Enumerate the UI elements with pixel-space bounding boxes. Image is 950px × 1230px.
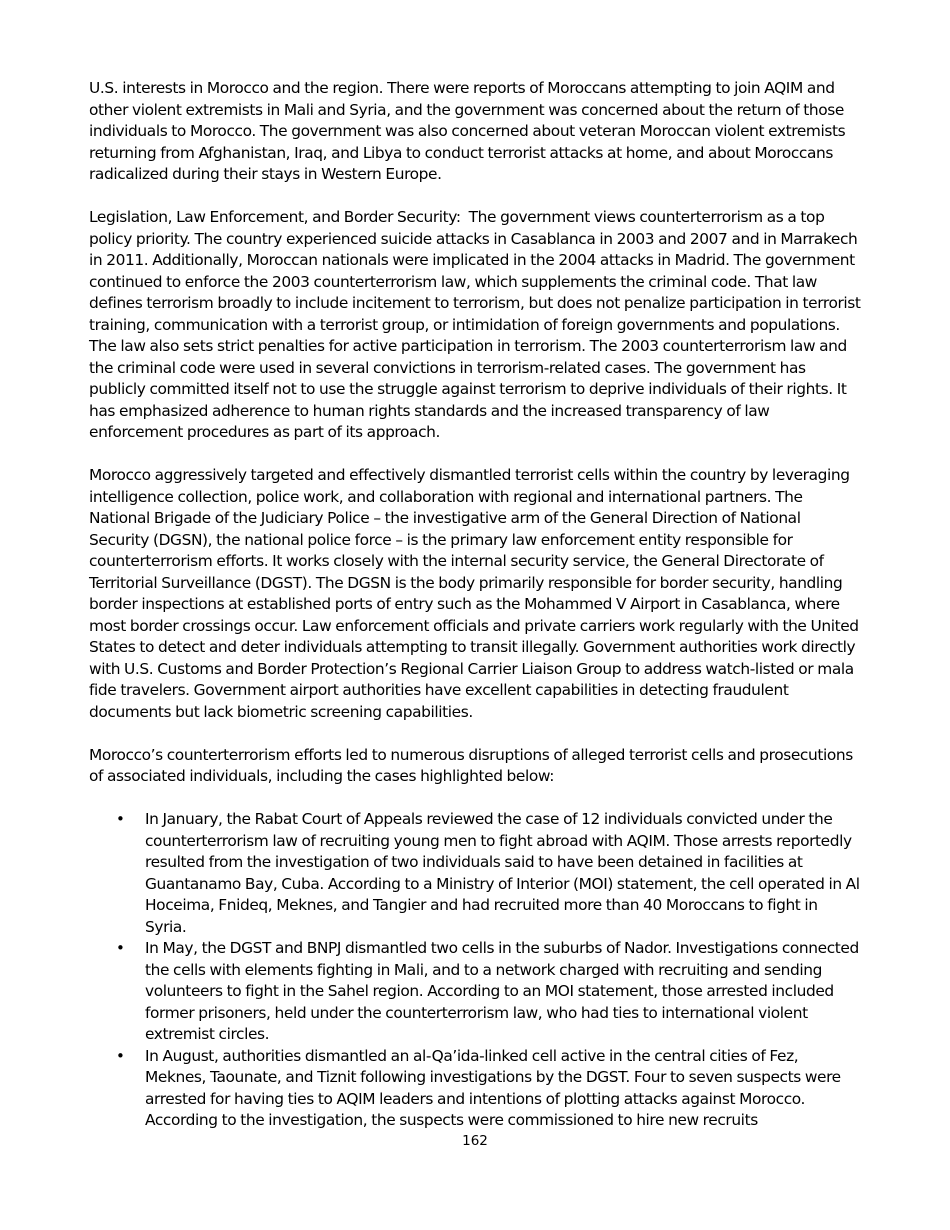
list-item-text: In January, the Rabat Court of Appeals reviewed the case of 12 individuals convicted under the counterterrorism law of recruiting young men to fight abroad with AQIM. Those arrests reportedly resulted from the investigation of two individuals said to have been detained in facilities at Guantanamo Bay, Cuba. According to a Ministry of Interior (MOI) statement, the cell operated in Al Hoceima, Fnideq, Meknes, and Tangier and had recruited more than 40 Moroccans to fight in Syria. bbox=[145, 810, 860, 936]
page-number: 162 bbox=[462, 1133, 488, 1149]
list-item-text: In August, authorities dismantled an al-Qa’ida-linked cell active in the central cities of Fez, Meknes, Taounate, and Tiznit following investigations by the DGST. Four to seven suspects were arrested for having ties to AQIM leaders and intentions of plotting attacks against Morocco. According to the investigation, the suspects were commissioned to hire new recruits bbox=[145, 1046, 841, 1129]
legislation-text: The government views counterterrorism as a top policy priority. The country experienced suicide attacks in Casablanca in 2003 and 2007 and in Marrakech in 2011. Additionally, Moroccan nationals were implicated in the 2004 attacks in Madrid. The government continued to enforce the 2003 counterterrorism law, which supplements the criminal code. That law defines terrorism broadly to include incitement to terrorism, but does not penalize participation in terrorist training, communication with a terrorist group, or intimidation of foreign governments and populations. The law also sets strict penalties for active participation in terrorism. The 2003 counterterrorism law and the criminal code were used in several convictions in terrorism-related cases. The government has publicly committed itself not to use the struggle against terrorism to deprive individuals of their rights. It has emphasized adherence to human rights standards and the increased transparency of law enforcement procedures as part of its approach. bbox=[89, 208, 861, 441]
law-enforcement-paragraph: Morocco aggressively targeted and effectively dismantled terrorist cells within the country by leveraging intelligence collection, police work, and collaboration with regional and international partners. The National Brigade of the Judiciary Police – the investigative arm of the General Direction of National Security (DGSN), the national police force – is the primary law enforcement entity responsible for counterterrorism efforts. It works closely with the internal security service, the General Directorate of Territorial Surveillance (DGST). The DGSN is the body primarily responsible for border security, handling border inspections at established ports of entry such as the Mohammed V Airport in Casablanca, where most border crossings occur. Law enforcement officials and private carriers work regularly with the United States to detect and deter individuals attempting to transit illegally. Government authorities work directly with U.S. Customs and Border Protection’s Regional Carrier Liaison Group to address watch-listed or mala fide travelers. Government airport authorities have excellent capabilities in detecting fraudulent documents but lack biometric screening capabilities. bbox=[89, 466, 859, 721]
list-item bbox=[89, 938, 861, 1046]
intro-paragraph: U.S. interests in Morocco and the region. There were reports of Moroccans attempting to join AQIM and other violent extremists in Mali and Syria, and the government was concerned about the return of those individuals to Morocco. The government was also concerned about veteran Moroccan violent extremists returning from Afghanistan, Iraq, and Libya to conduct terrorist attacks at home, and about Moroccans radicalized during their stays in Western Europe. bbox=[89, 79, 846, 183]
bullet-icon: • bbox=[116, 1046, 125, 1065]
section-heading: Legislation, Law Enforcement, and Border Security: bbox=[89, 208, 461, 226]
legislation-paragraph bbox=[89, 207, 861, 444]
disruptions-intro-paragraph: Morocco’s counterterrorism efforts led to numerous disruptions of alleged terrorist cells and prosecutions of associated individuals, including the cases highlighted below: bbox=[89, 745, 853, 785]
list-item-text: In May, the DGST and BNPJ dismantled two cells in the suburbs of Nador. Investigations connected the cells with elements fighting in Mali, and to a network charged with recruiting and sending volunteers to fight in the Sahel region. According to an MOI statement, those arrested included former prisoners, held under the counterterrorism law, who had ties to international violent extremist circles. bbox=[145, 939, 859, 1043]
document-body bbox=[89, 78, 861, 1132]
bullet-icon: • bbox=[116, 810, 125, 828]
case-list bbox=[89, 809, 861, 1132]
bullet-icon: • bbox=[116, 939, 125, 957]
list-item bbox=[89, 809, 861, 938]
list-item bbox=[89, 1046, 861, 1132]
